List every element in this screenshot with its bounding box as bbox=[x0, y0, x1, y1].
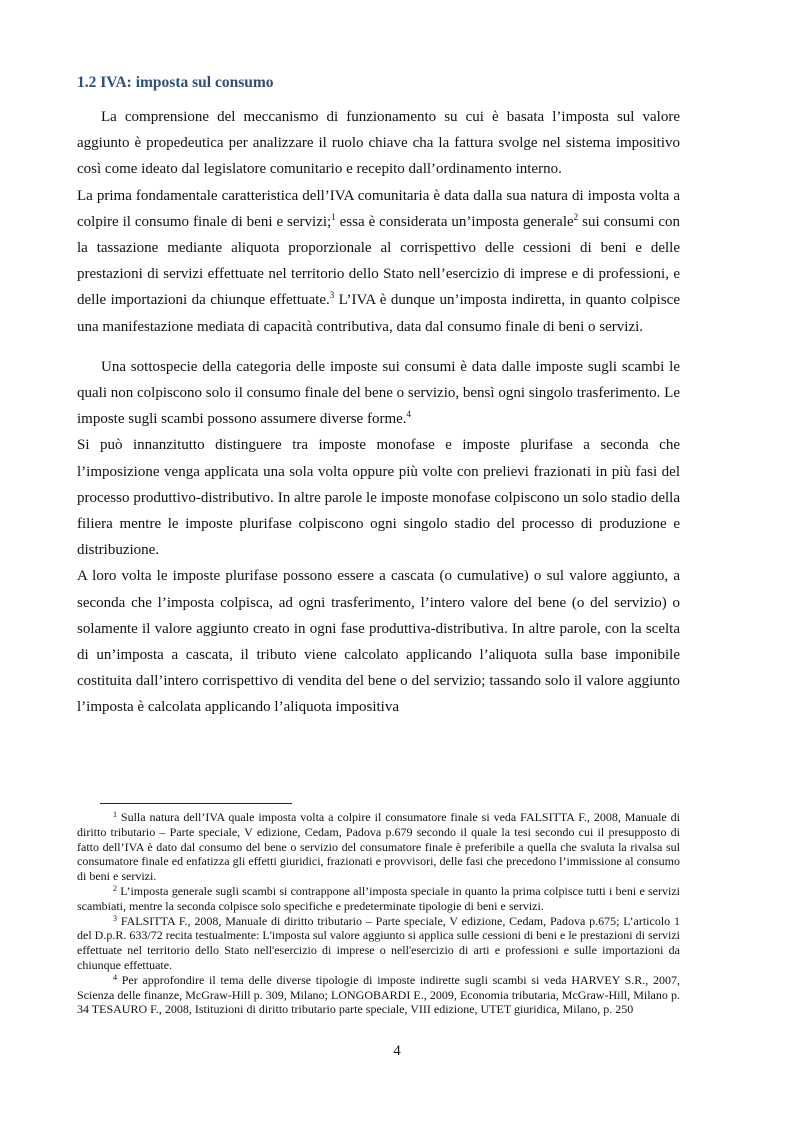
footnote-number: 3 bbox=[113, 913, 117, 923]
footnote-text: Per approfondire il tema delle diverse tipologie di imposte indirette sugli scambi si veda HARVEY S.R., 2007, Scienza delle finanze, McGraw-Hill p. 309, Milano; LONGOBARDI E., 2009, Economia tributaria, McGraw-Hill, Milano p. 34 TESAURO F., 2008, Istituzioni di diritto tributario parte speciale, VIII edizione, UTET giuridica, Milano, p. 250 bbox=[77, 972, 680, 1017]
footnote-separator bbox=[100, 803, 292, 804]
body-text bbox=[77, 104, 680, 721]
footnote-ref-2[interactable]: 2 bbox=[573, 211, 579, 222]
footnote-text: L’imposta generale sugli scambi si contrappone all’imposta speciale in quanto la prima colpisce tutti i beni e servizi scambiati, mentre la seconda colpisce solo specifiche e predeterminate tipologie di beni e servizi. bbox=[77, 883, 680, 913]
footnote-text: FALSITTA F., 2008, Manuale di diritto tributario – Parte speciale, V edizione, Cedam, Padova p.675; L’articolo 1 del D.p.R. 633/72 recita testualmente: L'imposta sul valore aggiunto si applica sulle cessioni di beni e le prestazioni di servizi effettuate nel territorio dello Stato nell'esercizio di imprese o nell'esercizio di arti e professioni e sulle importazioni da chiunque effettuate. bbox=[77, 913, 680, 972]
paragraph-text: Una sottospecie della categoria delle imposte sui consumi è data dalle imposte sugli scambi le quali non colpiscono solo il consumo finale del bene o servizio, bensì ogni singolo trasferimento. Le imposte sugli scambi possono assumere diverse forme. bbox=[77, 358, 680, 428]
paragraph-text: L’IVA è dunque un’imposta indiretta, in quanto colpisce una manifestazione mediata di capacità contributiva, data dal consumo finale di beni o servizi. bbox=[77, 292, 681, 335]
paragraph-monofase: Si può innanzitutto distinguere tra imposte monofase e imposte plurifase a seconda che l’imposizione venga applicata una sola volta oppure più volte con prelievi frazionati in più fasi del processo produttivo-distributivo. In altre parole le imposte monofase colpiscono un solo stadio della filiera mentre le imposte plurifase colpiscono ogni singolo stadio del processo di produzione e distribuzione. bbox=[77, 437, 680, 559]
footnote-number: 4 bbox=[113, 972, 117, 982]
paragraph-text: sui consumi con la tassazione mediante aliquota proporzionale al corrispettivo delle cessioni di beni e delle prestazioni di servizi effettuate nel territorio dello Stato nell’esercizio di imprese e di professioni, e delle importazioni da chiunque effettuate. bbox=[77, 213, 680, 309]
footnote bbox=[77, 973, 680, 1017]
footnote-ref-4[interactable]: 4 bbox=[406, 409, 412, 420]
footnote-number: 1 bbox=[113, 810, 117, 819]
footnote-ref-3[interactable]: 3 bbox=[329, 290, 335, 301]
paragraph-text: La prima fondamentale caratteristica dell’IVA comunitaria è data dalla sua natura di imposta volta a colpire il consumo finale di beni e servizi; bbox=[77, 187, 680, 230]
paragraph-text: essa è considerata un’imposta generale bbox=[335, 213, 574, 230]
paragraph-plurifase: A loro volta le imposte plurifase possono essere a cascata (o cumulative) o sul valore aggiunto, a seconda che l’imposta colpisca, ad ogni trasferimento, l’intero valore del bene (o del servizio) o solamente il valore aggiunto creato in ogni fase produttiva-distributiva. In altre parole, con la scelta di un’imposta a cascata, il tributo viene calcolato applicando l’aliquota sulla base imponibile costituita dall’intero corrispettivo di vendita del bene o del servizio; tassando solo il valore aggiunto l’imposta è calcolata applicando l’aliquota impositiva bbox=[77, 568, 680, 716]
footnotes bbox=[77, 810, 680, 1017]
footnote bbox=[77, 884, 680, 914]
page-number: 4 bbox=[393, 1043, 401, 1059]
paragraph-intro: La comprensione del meccanismo di funzionamento su cui è basata l’imposta sul valore aggiunto è propedeutica per analizzare il ruolo chiave cha la fattura svolge nel sistema impositivo così come ideato dal legislatore comunitario e recepito dall’ordinamento interno. bbox=[77, 109, 680, 178]
footnote bbox=[77, 914, 680, 973]
paragraph-iva-nature bbox=[77, 183, 680, 340]
footnote bbox=[77, 810, 680, 884]
footnote-ref-1[interactable]: 1 bbox=[331, 211, 336, 222]
footnote-text: Sulla natura dell’IVA quale imposta volta a colpire il consumatore finale si veda FALSITTA F., 2008, Manuale di diritto tributario – Parte speciale, V edizione, Cedam, Padova p.679 secondo il quale la tesi secondo cui il presupposto di fatto dell’IVA è dato dal consumo del bene o servizio del consumatore finale è preferibile a quella che svaluta la rivalsa sul consumatore finale ed enfatizza gli effetti giuridici, frazionati e provvisori, delle fasi che precedono l’immissione al consumo di beni e servizi. bbox=[77, 810, 680, 884]
paragraph-exchange-taxes bbox=[77, 354, 680, 433]
footnote-number: 2 bbox=[113, 883, 117, 893]
section-heading: 1.2 IVA: imposta sul consumo bbox=[77, 74, 274, 91]
